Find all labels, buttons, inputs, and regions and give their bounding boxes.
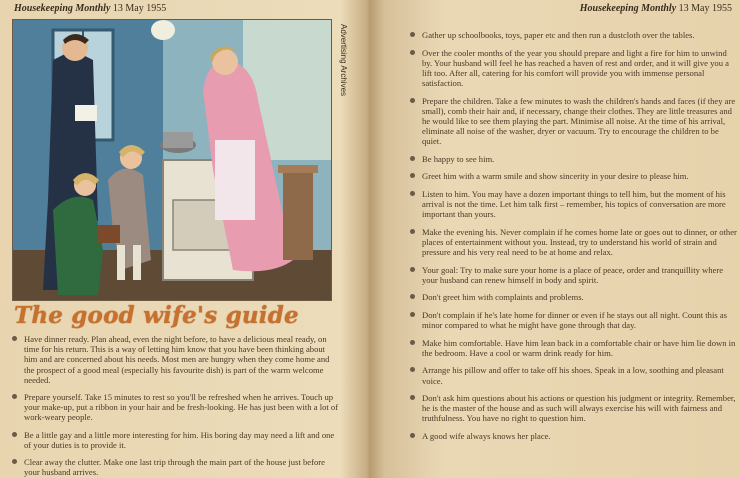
left-page xyxy=(0,0,368,478)
list-item xyxy=(10,430,340,450)
tip-text: Over the cooler months of the year you should prepare and light a fire for him to unwind by. Your husband will feel he has reached a haven of rest and order, and it will give you a lift too. After all, catering for his comfort will provide you with immense personal satisfaction. xyxy=(422,47,729,89)
bullet-icon xyxy=(410,50,415,55)
bullet-icon xyxy=(410,173,415,178)
list-item xyxy=(10,334,340,385)
tip-text: Don't greet him with complaints and problems. xyxy=(422,292,584,303)
bullet-icon xyxy=(12,336,17,341)
bullet-icon xyxy=(410,32,415,37)
bullet-icon xyxy=(410,229,415,234)
bullet-icon xyxy=(410,156,415,161)
bullet-icon xyxy=(410,98,415,103)
tip-text: A good wife always knows her place. xyxy=(422,430,551,441)
list-item xyxy=(408,30,738,40)
vintage-illustration xyxy=(12,19,332,301)
list-item xyxy=(408,96,738,147)
bullet-icon xyxy=(410,340,415,345)
list-item xyxy=(408,227,738,258)
magazine-name: Housekeeping Monthly xyxy=(579,3,677,14)
list-item xyxy=(408,431,738,441)
tip-text: Listen to him. You may have a dozen important things to tell him, but the moment of his arrival is not the time. Let him talk first – remember, his topics of conversation are more important than yours. xyxy=(422,188,726,220)
left-tips-list xyxy=(10,334,340,478)
magazine-name: Housekeeping Monthly xyxy=(14,3,111,14)
bullet-icon xyxy=(410,191,415,196)
photo-credit: Advertising Archives xyxy=(339,24,348,97)
tip-text: Don't complain if he's late home for dinner or even if he stays out all night. Count this as minor compared to what he might have gone through that day. xyxy=(422,309,728,331)
list-item xyxy=(10,392,340,423)
tip-text: Be a little gay and a little more interesting for him. His boring day may need a lift and one of your duties is to provide it. xyxy=(24,429,335,450)
bullet-icon xyxy=(410,395,415,400)
tip-text: Make the evening his. Never complain if he comes home late or goes out to dinner, or other places of entertainment without you. Instead, try to understand his world of strain and pressure and his very real need to be at home and relax. xyxy=(422,226,737,258)
family-kitchen-illustration xyxy=(13,20,331,300)
list-item xyxy=(408,310,738,330)
list-item xyxy=(408,154,738,164)
bullet-icon xyxy=(410,294,415,299)
list-item xyxy=(408,48,738,89)
tip-text: Your goal: Try to make sure your home is a place of peace, order and tranquillity where your husband can renew himself in body and spirit. xyxy=(422,264,724,285)
issue-date: 13 May 1955 xyxy=(678,3,732,14)
tip-text: Make him comfortable. Have him lean back in a comfortable chair or have him lie down in the bedroom. Have a cool or warm drink ready for him. xyxy=(422,337,736,358)
bullet-icon xyxy=(12,459,17,464)
list-item xyxy=(10,457,340,477)
tip-text: Have dinner ready. Plan ahead, even the night before, to have a delicious meal ready, on time for his return. This is a way of letting him know that you have been thinking about him and are concerned about his needs. Most men are hungry when they come home and the prospect of a good meal (especially his favourite dish) is part of the warm welcome needed. xyxy=(24,334,330,385)
list-item xyxy=(408,265,738,285)
list-item xyxy=(408,338,738,358)
tip-text: Be happy to see him. xyxy=(422,153,495,164)
tip-text: Don't ask him questions about his actions or question his judgment or integrity. Remember, he is the master of the house and as such will always exercise his will with fairness and truthfulness. You have no right to question him. xyxy=(422,393,736,424)
bullet-icon xyxy=(410,267,415,272)
bullet-icon xyxy=(12,432,17,437)
list-item xyxy=(408,189,738,220)
tip-text: Greet him with a warm smile and show sincerity in your desire to please him. xyxy=(422,171,689,182)
bullet-icon xyxy=(410,312,415,317)
right-page-header xyxy=(580,3,732,14)
tip-text: Prepare yourself. Take 15 minutes to rest so you'll be refreshed when he arrives. Touch up your make-up, put a ribbon in your hair and be fresh-looking. He has just been with a lot of work-weary people. xyxy=(24,392,339,423)
bullet-icon xyxy=(410,433,415,438)
bullet-icon xyxy=(410,367,415,372)
bullet-icon xyxy=(12,394,17,399)
issue-date: 13 May 1955 xyxy=(112,3,167,14)
article-title: The good wife's guide xyxy=(14,302,299,329)
right-tips-list xyxy=(408,30,738,448)
list-item xyxy=(408,292,738,302)
left-page-header xyxy=(14,3,166,14)
list-item xyxy=(408,171,738,181)
tip-text: Prepare the children. Take a few minutes to wash the children's hands and faces (if they are small), comb their hair and, if necessary, change their clothes. They are little treasures and he would like to see them playing the part. Minimise all noise. At the time of his arrival, eliminate all noise of the washer, dryer or vacuum. Try to encourage the children to be quiet. xyxy=(422,95,736,147)
tip-text: Clear away the clutter. Make one last trip through the main part of the house just before your husband arrives. xyxy=(24,457,325,478)
list-item xyxy=(408,393,738,424)
tip-text: Gather up schoolbooks, toys, paper etc and then run a dustcloth over the tables. xyxy=(422,30,695,40)
right-page xyxy=(372,0,740,478)
list-item xyxy=(408,365,738,385)
tip-text: Arrange his pillow and offer to take off his shoes. Speak in a low, soothing and pleasant voice. xyxy=(422,365,724,386)
